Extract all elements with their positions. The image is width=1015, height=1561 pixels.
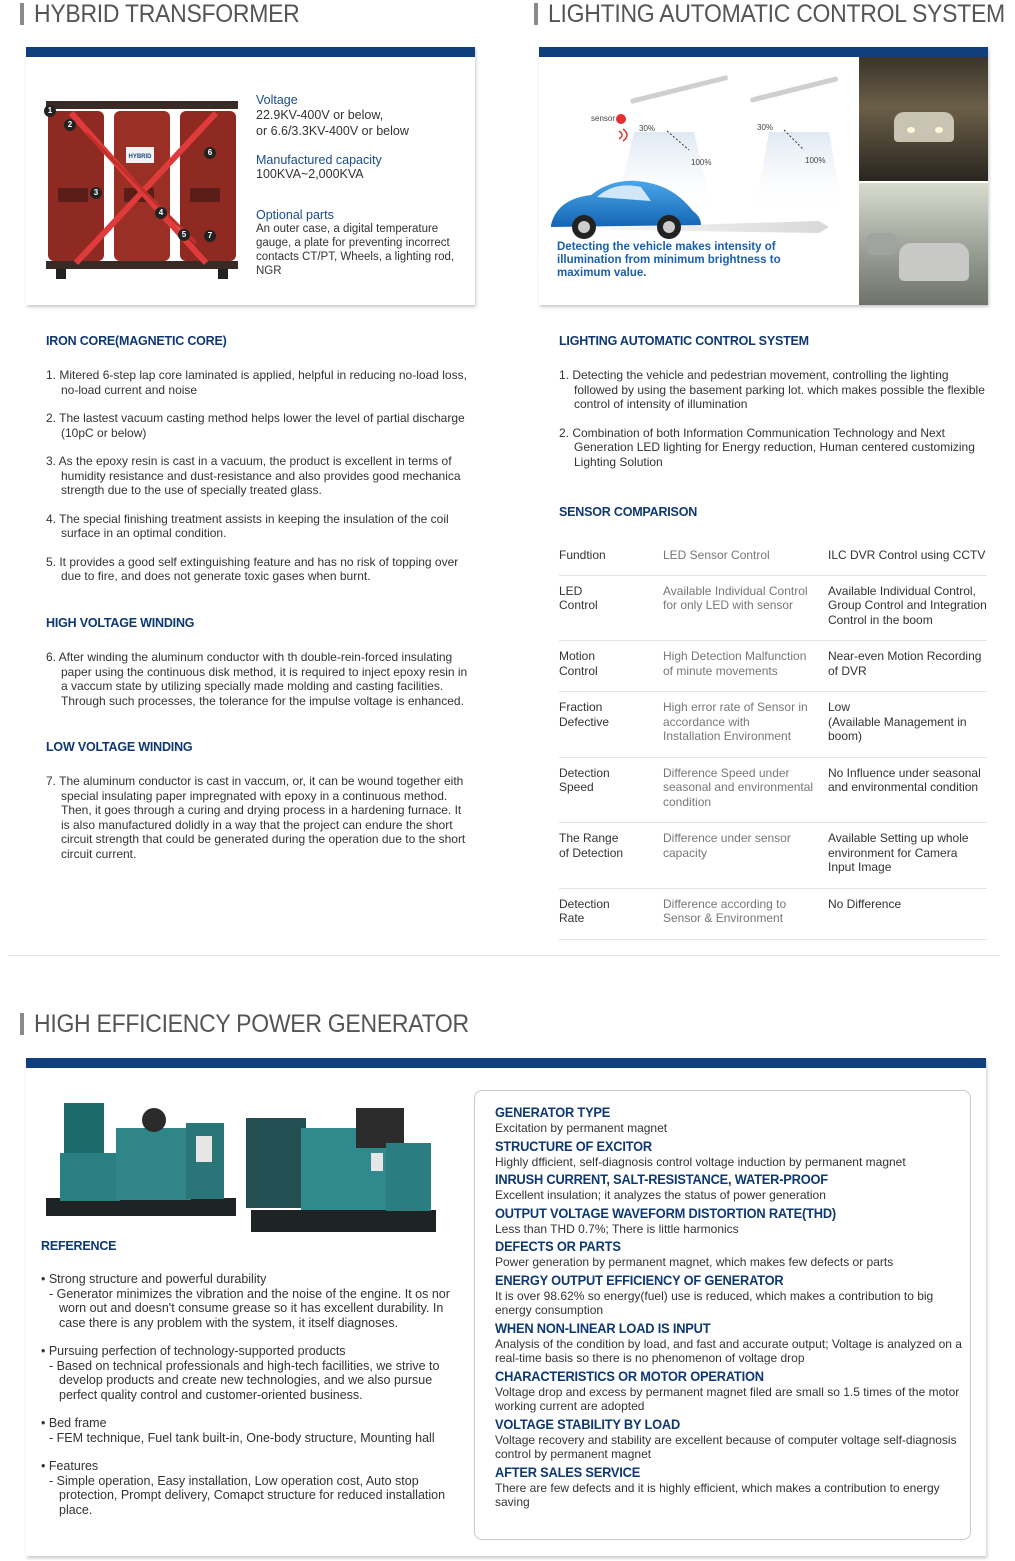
generator-spec-item: [495, 1273, 965, 1318]
generator-spec-item: [495, 1321, 965, 1366]
table-row: [559, 888, 987, 939]
reference-detail: - Simple operation, Easy installation, Low operation cost, Auto stop protection, Prompt delivery, Comapct structure for reduced installation place.: [49, 1473, 446, 1517]
generator-title: HIGH EFFICIENCY POWER GENERATOR: [20, 1010, 507, 1038]
lighting-caption: Detecting the vehicle makes intensity of illumination from minimum brightness to maximum value.: [557, 241, 781, 279]
title-bar: [20, 3, 24, 25]
low-voltage-heading: LOW VOLTAGE WINDING: [46, 740, 193, 754]
reference-detail: - Based on technical professionals and high-tech facillities, we strive to develop products and create new technologies, and we also pursue perfect quality control and customer-oriented business.: [49, 1358, 440, 1402]
iron-core-list: [46, 368, 471, 598]
transformer-panel: [26, 47, 475, 305]
generator-image-1: [46, 1098, 236, 1220]
table-header-cell: Fundtion: [559, 540, 663, 575]
generator-drawing-1: [46, 1098, 236, 1220]
table-cell: Difference Speed under seasonal and environmental condition: [663, 757, 828, 823]
table-cell: The Range of Detection: [559, 823, 663, 889]
generator-image-2: [246, 1098, 441, 1236]
list-item: 2. Combination of both Information Communication Technology and Next Generation LED lighting for Energy reduction, Human centered customizing Lighting Solution: [559, 425, 975, 469]
optional-text: An outer case, a digital temperature gauge, a plate for preventing incorrect contacts CT/PT, Wheels, a lighting rod, NGR: [256, 223, 455, 277]
generator-spec-item: [495, 1417, 965, 1462]
svg-text:HYBRID: HYBRID: [128, 154, 152, 160]
spec-description: Voltage drop and excess by permanent magnet filed are small so 1.5 times of the motor working current are adopted: [495, 1384, 960, 1413]
title-bar: [20, 1013, 24, 1035]
voltage-label: Voltage: [256, 93, 298, 107]
voltage-line-2: or 6.6/3.3KV-400V or below: [256, 124, 409, 138]
badge-7: 7: [204, 230, 216, 242]
table-header-row: [559, 540, 987, 575]
reference-group: [41, 1416, 469, 1445]
high-voltage-list: [46, 650, 471, 722]
capacity-label: Manufactured capacity: [256, 153, 382, 167]
table-cell: Motion Control: [559, 641, 663, 692]
parking-photo-top: [859, 57, 988, 181]
high-voltage-heading: HIGH VOLTAGE WINDING: [46, 616, 195, 630]
svg-text:30%: 30%: [639, 124, 656, 133]
reference-group: [41, 1459, 469, 1517]
list-item: 1. Mitered 6-step lap core laminated is applied, helpful in reducing no-load loss, no-load current and noise: [46, 368, 467, 397]
iron-core-heading: IRON CORE(MAGNETIC CORE): [46, 334, 227, 348]
optional-label: Optional parts: [256, 208, 334, 222]
reference-bullet: • Pursuing perfection of technology-supported products: [41, 1344, 346, 1358]
spec-description: Highly dfficient, self-diagnosis control voltage induction by permanent magnet: [495, 1154, 906, 1169]
table-cell: Available Individual Control for only LED with sensor: [663, 575, 828, 641]
list-item: 1. Detecting the vehicle and pedestrian movement, controlling the lighting followed by using the basement parking lot. which makes possible the flexible control of intensity of illumination: [559, 368, 985, 411]
table-cell: Near-even Motion Recording of DVR: [828, 641, 987, 692]
badge-1: 1: [44, 105, 56, 117]
generator-spec-item: [495, 1465, 965, 1510]
reference-detail: - Generator minimizes the vibration and the noise of the engine. It os nor worn out and doesn't consume grease so it has excellent durability. In case there is any problem with the system, it itself diagnoses.: [49, 1286, 450, 1330]
generator-spec-item: [495, 1105, 965, 1136]
table-cell: Available Individual Control, Group Control and Integration Control in the boom: [828, 575, 987, 641]
generator-spec-item: [495, 1206, 965, 1237]
section-divider: [8, 955, 1000, 956]
spec-title: DEFECTS OR PARTS: [495, 1239, 621, 1254]
voltage-line-1: 22.9KV-400V or below,: [256, 108, 384, 122]
generator-spec-item: [495, 1172, 965, 1203]
spec-title: VOLTAGE STABILITY BY LOAD: [495, 1416, 681, 1432]
list-item: 5. It provides a good self extinguishing feature and has no risk of topping over due to fire, and does not generate toxic gases when burnt.: [46, 554, 459, 583]
table-row: [559, 641, 987, 692]
table-row: [559, 692, 987, 758]
transformer-image: [46, 93, 241, 283]
generator-spec-box: [474, 1090, 971, 1540]
lighting-panel: [539, 47, 988, 305]
table-cell: Available Setting up whole environment for Camera Input Image: [828, 823, 987, 889]
list-item: 3. As the epoxy resin is cast in a vacuum, the product is excellent in terms of humidity resistance and dust-resistance and also provides good mechanica strength due to the use of specially treated glass.: [46, 454, 461, 497]
spec-description: Voltage recovery and stability are excellent because of computer voltage self-diagnosis control by permanent magnet: [495, 1432, 957, 1461]
spec-description: Power generation by permanent magnet, which makes few defects or parts: [495, 1255, 894, 1269]
lighting-illustration: [539, 57, 859, 305]
table-cell: Difference under sensor capacity: [663, 823, 828, 889]
badge-6: 6: [204, 147, 216, 159]
badge-4: 4: [155, 207, 167, 219]
spec-title: AFTER SALES SERVICE: [495, 1464, 641, 1480]
table-cell: Detection Speed: [559, 757, 663, 823]
spec-description: Analysis of the condition by load, and fast and accurate output; Voltage is analyzed on a real-time basis so there is no phenomenon of voltage drop: [495, 1336, 962, 1365]
table-header-cell: LED Sensor Control: [663, 540, 828, 575]
capacity-value: 100KVA~2,000KVA: [256, 167, 364, 181]
list-item: 6. After winding the aluminum conductor with th double-rein-forced insulating paper using the continuous disk method, it is required to inject epoxy resin in a vaccum state by utilizing specially made molding and casting facilities. Through such processes, the tolerance for the impulse voltage is enhanced.: [46, 650, 468, 708]
generator-spec-item: [495, 1369, 965, 1414]
spec-description: Excitation by permanent magnet: [495, 1121, 668, 1135]
table-cell: High error rate of Sensor in accordance with Installation Environment: [663, 692, 828, 758]
table-cell: Fraction Defective: [559, 692, 663, 758]
badge-3: 3: [90, 187, 102, 199]
spec-description: It is over 98.62% so energy(fuel) use is reduced, which makes a contribution to big energy consumption: [495, 1288, 934, 1317]
svg-text:sensor: sensor: [591, 114, 616, 123]
table-row: [559, 823, 987, 889]
spec-description: There are few defects and it is highly efficient, which makes a contribution to energy saving: [495, 1480, 940, 1509]
title-bar: [534, 3, 538, 25]
svg-text:100%: 100%: [805, 156, 826, 165]
low-voltage-list: [46, 774, 471, 875]
hybrid-transformer-title: HYBRID TRANSFORMER: [20, 0, 323, 28]
badge-5: 5: [178, 229, 190, 241]
table-header-cell: ILC DVR Control using CCTV: [828, 540, 987, 575]
spec-description: Excellent insulation; it analyzes the status of power generation: [495, 1188, 826, 1202]
spec-title: CHARACTERISTICS OR MOTOR OPERATION: [495, 1368, 764, 1384]
table-row: [559, 757, 987, 823]
spec-description: Less than THD 0.7%; There is little harmonics: [495, 1221, 739, 1236]
list-item: 2. The lastest vacuum casting method helps lower the level of partial discharge (10pC or below): [46, 411, 465, 440]
reference-heading: REFERENCE: [41, 1239, 117, 1253]
table-cell: Low (Available Management in boom): [828, 692, 987, 758]
lighting-system-list: [559, 368, 991, 483]
spec-title: OUTPUT VOLTAGE WAVEFORM DISTORTION RATE(THD): [495, 1205, 836, 1221]
generator-spec-item: [495, 1139, 965, 1170]
sensor-comparison-table: [559, 540, 987, 940]
spec-title: STRUCTURE OF EXCITOR: [495, 1138, 653, 1154]
list-item: 7. The aluminum conductor is cast in vaccum, or, it can be wound together eith special insulating paper impregnated with epoxy in a continuous method. Then, it goes through a curing and drying process in a hardening furnace. It is also manufactured dolidly in a way that the project can endure the short circuit strength that could be generated during the operation due to the short circuit current.: [46, 774, 466, 861]
sensor-comparison-heading: SENSOR COMPARISON: [559, 505, 698, 519]
lighting-system-heading: LIGHTING AUTOMATIC CONTROL SYSTEM: [559, 334, 809, 348]
parking-photo-bottom: [859, 183, 988, 305]
badge-2: 2: [64, 119, 76, 131]
table-cell: High Detection Malfunction of minute movements: [663, 641, 828, 692]
table-cell: No Influence under seasonal and environmental condition: [828, 757, 987, 823]
table-cell: LED Control: [559, 575, 663, 641]
lighting-title: LIGHTING AUTOMATIC CONTROL SYSTEM: [534, 0, 1015, 28]
spec-title: GENERATOR TYPE: [495, 1105, 611, 1120]
generator-drawing-2: [246, 1098, 441, 1236]
reference-group: [41, 1344, 469, 1402]
spec-title: ENERGY OUTPUT EFFICIENCY OF GENERATOR: [495, 1272, 784, 1288]
reference-bullet: • Bed frame: [41, 1416, 107, 1430]
reference-list: [41, 1272, 469, 1531]
table-cell: Detection Rate: [559, 888, 663, 939]
transformer-specs: [256, 93, 471, 278]
generator-spec-list: [495, 1105, 965, 1513]
table-cell: No Difference: [828, 888, 987, 939]
spec-title: WHEN NON-LINEAR LOAD IS INPUT: [495, 1320, 711, 1336]
table-body: [559, 575, 987, 939]
reference-detail: - FEM technique, Fuel tank built-in, One-body structure, Mounting hall: [49, 1430, 435, 1445]
reference-group: [41, 1272, 469, 1330]
reference-bullet: • Features: [41, 1459, 99, 1473]
svg-text:30%: 30%: [757, 123, 774, 132]
table-cell: Difference according to Sensor & Environment: [663, 888, 828, 939]
generator-spec-item: [495, 1239, 965, 1270]
table-row: [559, 575, 987, 641]
svg-text:100%: 100%: [691, 158, 712, 167]
spec-title: INRUSH CURRENT, SALT-RESISTANCE, WATER-PROOF: [495, 1172, 828, 1187]
list-item: 4. The special finishing treatment assists in keeping the insulation of the coil surface in an optimal condition.: [46, 511, 449, 540]
reference-bullet: • Strong structure and powerful durability: [41, 1272, 267, 1286]
